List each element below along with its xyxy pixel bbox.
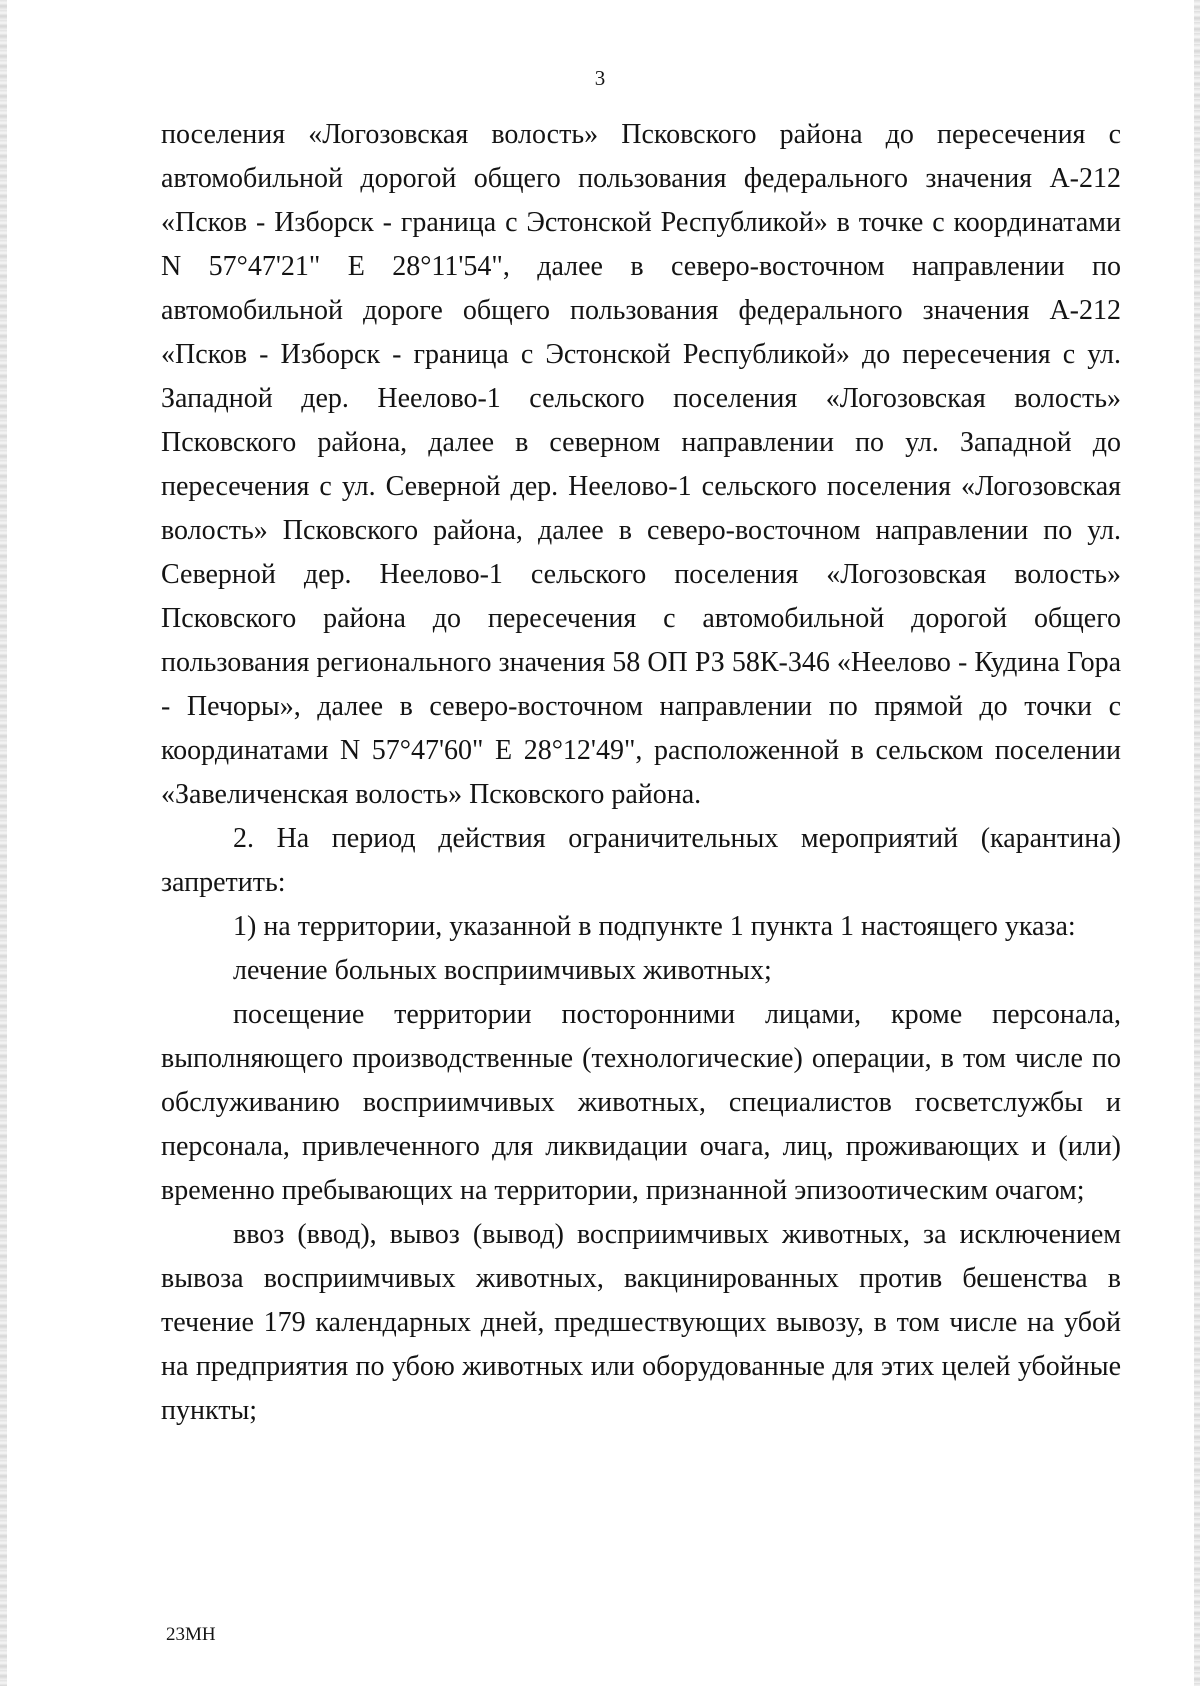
paragraph-subitem-1: 1) на территории, указанной в подпункте 1 пункта 1 настоящего указа: xyxy=(233,911,1076,942)
scan-edge-right xyxy=(1194,0,1200,1686)
paragraph-boundary-description: поселения «Логозовская волость» Псковского района до пересечения с автомобильной дорогой общего пользования федерального значения А-212 «Псков - Изборск - граница с Эстонской Республикой» в точке с координатами N 57°47'21" Е 28°11'54", далее в северо-восточном направлении по автомобильной дороге общего пользования федерального значения А-212 «Псков - Изборск - граница с Эстонской Республикой» до пересечения с ул. Западной дер. Неелово-1 сельского поселения «Логозовская волость» Псковского района, далее в северном направлении по ул. Западной до пересечения с ул. Северной дер. Неелово-1 сельского поселения «Логозовская волость» Псковского района, далее в северо-восточном направлении по ул. Северной дер. Неелово-1 сельского поселения «Логозовская волость» Псковского района до пересечения с автомобильной дорогой общего пользования регионального значения 58 ОП РЗ 58К-346 «Неелово - Кудина Гора - Печоры», далее в северо-восточном направлении по прямой до точки с координатами N 57°47'60" Е 28°12'49", расположенной в сельском поселении «Завеличенская волость» Псковского района. xyxy=(161,119,1121,810)
document-body xyxy=(161,113,1121,1433)
page-number: 3 xyxy=(594,66,606,90)
paragraph-ban-visits: посещение территории посторонними лицами, кроме персонала, выполняющего производственные (технологические) операции, в том числе по обслуживанию восприимчивых животных, специалистов госветслужбы и персонала, привлеченного для ликвидации очага, лиц, проживающих и (или) временно пребывающих на территории, признанной эпизоотическим очагом; xyxy=(161,999,1121,1206)
paragraph-ban-treatment: лечение больных восприимчивых животных; xyxy=(233,955,772,986)
paragraph-item-2: 2. На период действия ограничительных мероприятий (карантина) запретить: xyxy=(161,823,1121,898)
paragraph-ban-import-export: ввоз (ввод), вывоз (вывод) восприимчивых животных, за исключением вывоза восприимчивых животных, вакцинированных против бешенства в течение 179 календарных дней, предшествующих вывозу, в том числе на убой на предприятия по убою животных или оборудованные для этих целей убойные пункты; xyxy=(161,1219,1121,1426)
scan-edge-left xyxy=(0,0,7,1686)
footer-code: 23МН xyxy=(166,1624,216,1645)
